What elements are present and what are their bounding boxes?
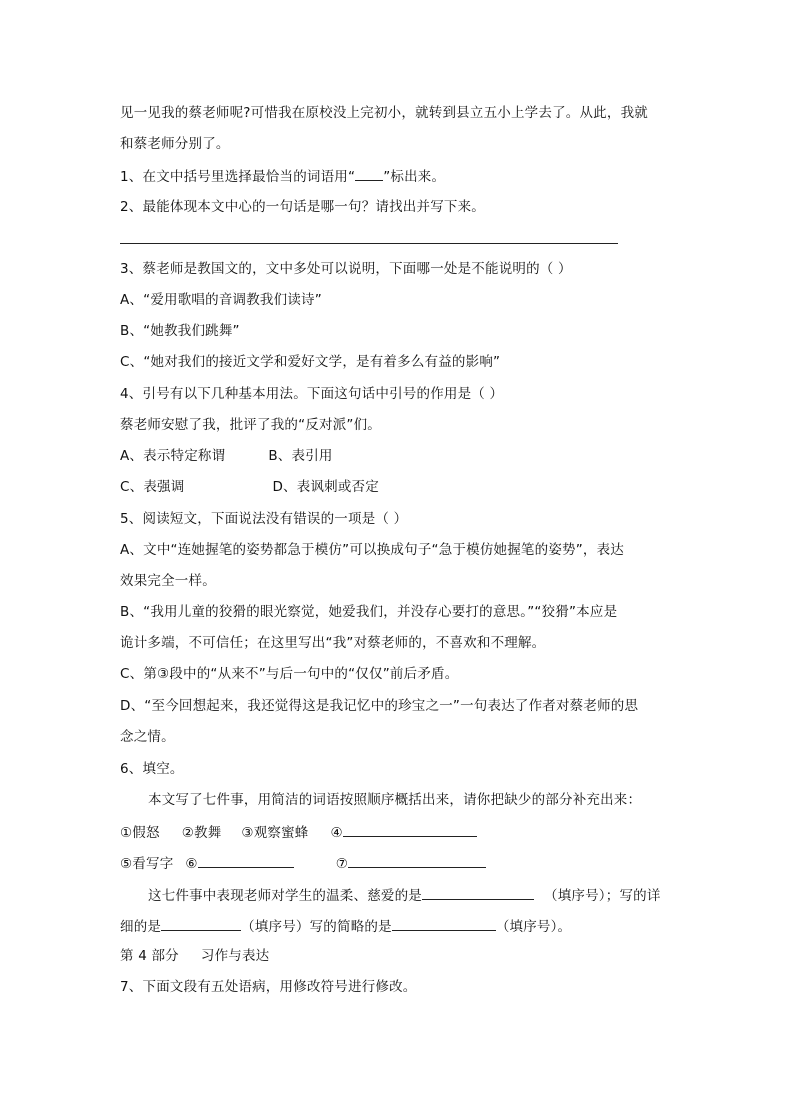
question-4-sentence: 蔡老师安慰了我，批评了我的“反对派”们。 (120, 417, 381, 433)
question-1-blank (355, 166, 383, 181)
answer-line-q2 (120, 243, 618, 244)
intro-line-2: 和蔡老师分别了。 (120, 136, 230, 152)
question-3-option-a: A、“爱用歌唱的音调教我们读诗” (120, 292, 322, 308)
question-1 (120, 166, 445, 186)
question-6-para-text-4: （填序号）写的简略的是 (241, 919, 392, 935)
intro-line-1: 见一见我的蔡老师呢?可惜我在原校没上完初小，就转到县立五小上学去了。从此，我就 (120, 105, 648, 121)
question-5-option-a-line-2: 效果完全一样。 (120, 573, 216, 589)
question-5-option-d-line-2: 念之情。 (120, 729, 175, 745)
question-4-option-c: C、表强调 (120, 479, 185, 495)
question-6-para-text-1: 这七件事中表现老师对学生的温柔、慈爱的是 (148, 888, 422, 904)
question-4-row-2 (120, 478, 379, 496)
event-5: ⑤看写字 (120, 856, 174, 872)
question-5-option-c: C、第③段中的“从来不”与后一句中的“仅仅”前后矛盾。 (120, 666, 459, 682)
question-6-para-line-2 (120, 916, 571, 936)
question-6-stem: 6、填空。 (120, 761, 184, 777)
question-6-para-text-3: 细的是 (120, 919, 162, 935)
event-6-blank[interactable] (198, 853, 294, 868)
question-6-para-text-5: （填序号）。 (495, 919, 572, 935)
event-2: ②教舞 (181, 825, 222, 841)
event-7-blank[interactable] (348, 853, 486, 868)
question-1-text-end: ”标出来。 (383, 169, 446, 185)
question-7: 7、下面文段有五处语病，用修改符号进行修改。 (120, 979, 417, 995)
part-4-heading (120, 947, 269, 965)
question-3-option-c: C、“她对我们的接近文学和爱好文学，是有着多么有益的影响” (120, 354, 501, 370)
question-4-option-d: D、表讽刺或否定 (272, 479, 379, 495)
question-6-events-row-1 (120, 822, 477, 842)
question-3-stem: 3、蔡老师是教国文的，文中多处可以说明，下面哪一处是不能说明的（ ） (120, 261, 572, 277)
question-3-option-b: B、“她教我们跳舞” (120, 323, 240, 339)
question-6-para-line-1 (148, 885, 661, 905)
event-4: ④ (330, 825, 343, 841)
question-6-intro: 本文写了七件事，用简洁的词语按照顺序概括出来，请你把缺少的部分补充出来： (148, 792, 642, 808)
question-6-para-text-2: （填序号）；写的详 (544, 888, 661, 904)
question-5-option-a-line-1: A、文中“连她握笔的姿势都急于模仿”可以换成句子“急于模仿她握笔的姿势”，表达 (120, 542, 625, 558)
event-4-blank[interactable] (343, 822, 477, 837)
event-7: ⑦ (335, 856, 349, 872)
question-5-stem: 5、阅读短文，下面说法没有错误的一项是（ ） (120, 511, 408, 527)
event-6: ⑥ (185, 856, 198, 872)
question-5-option-d-line-1: D、“至今回想起来，我还觉得这是我记忆中的珍宝之一”一句表达了作者对蔡老师的思 (120, 698, 639, 714)
detailed-blank[interactable] (161, 916, 241, 931)
question-4-option-a: A、表示特定称谓 (120, 448, 226, 464)
event-3: ③观察蜜蜂 (241, 825, 309, 841)
event-1: ①假怒 (120, 825, 160, 841)
question-6-events-row-2 (120, 853, 486, 873)
question-4-option-b: B、表引用 (268, 448, 333, 464)
question-5-option-b-line-2: 诡计多端，不可信任；在这里写出“我”对蔡老师的，不喜欢和不理解。 (120, 635, 546, 651)
question-1-text: 1、在文中括号里选择最恰当的词语用“ (120, 169, 356, 185)
brief-blank[interactable] (392, 916, 496, 931)
gentle-love-blank[interactable] (422, 885, 534, 900)
question-4-row-1 (120, 447, 333, 465)
question-4-stem: 4、引号有以下几种基本用法。下面这句话中引号的作用是（ ） (120, 386, 504, 402)
question-5-option-b-line-1: B、“我用儿童的狡猾的眼光察觉，她爱我们，并没存心要打的意思。”“狡猾”本应是 (120, 604, 618, 620)
part-4-title: 习作与表达 (200, 948, 270, 964)
part-4-label: 第 4 部分 (120, 948, 179, 964)
question-2: 2、最能体现本文中心的一句话是哪一句？请找出并写下来。 (120, 199, 485, 215)
